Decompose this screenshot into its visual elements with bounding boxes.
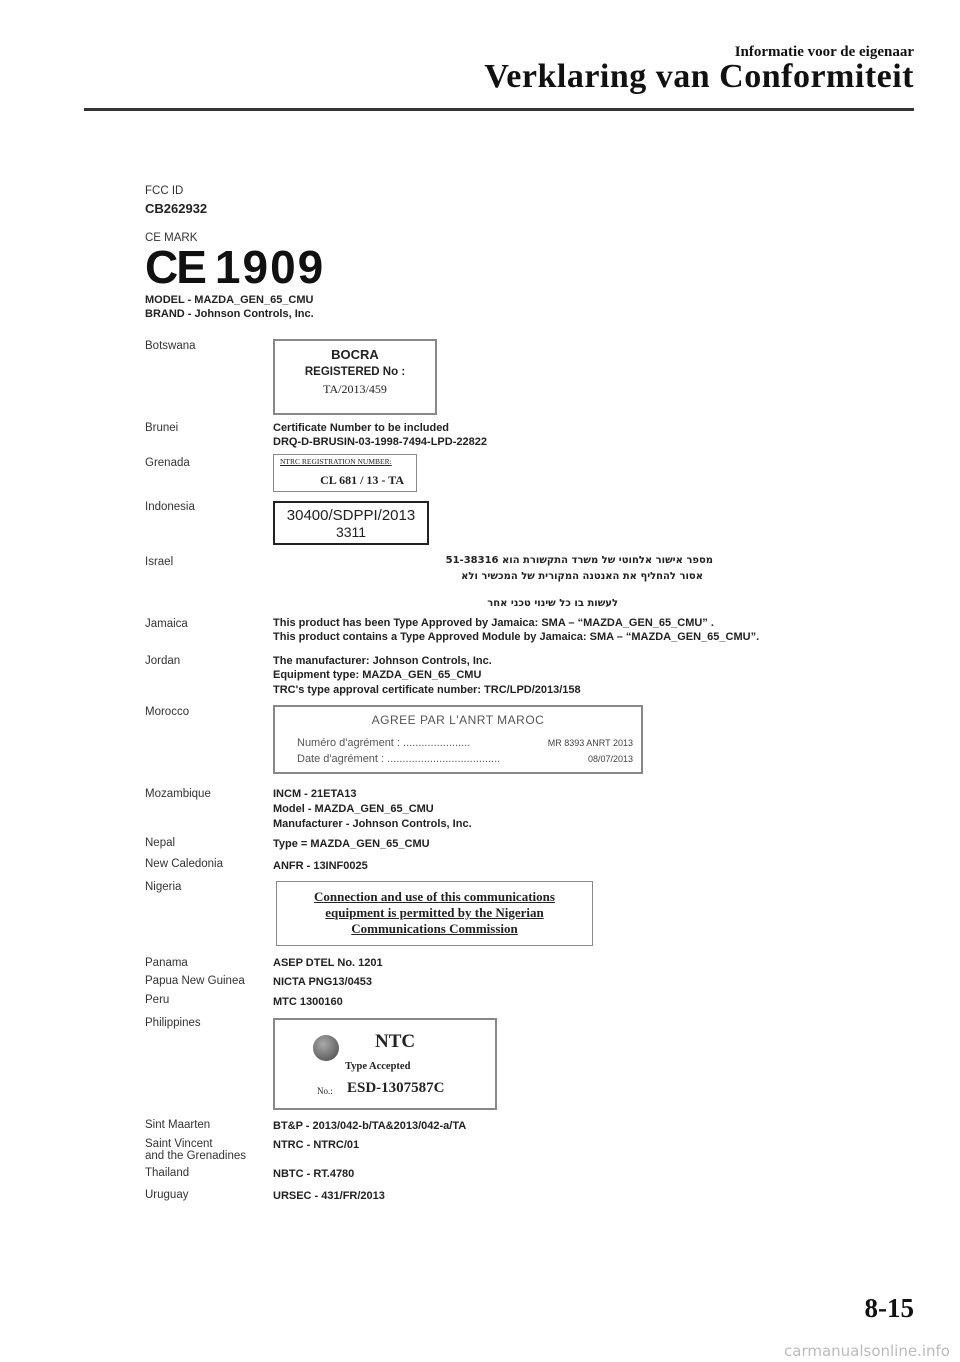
nigeria-stamp-line1: Connection and use of this communications xyxy=(314,889,555,904)
png-line1: NICTA PNG13/0453 xyxy=(273,976,373,988)
brunei-line2: DRQ-D-BRUSIN-03-1998-7494-LPD-22822 xyxy=(273,436,487,448)
label-new-caledonia: New Caledonia xyxy=(145,858,223,870)
botswana-stamp xyxy=(273,339,437,415)
indonesia-stamp-line1: 30400/SDPPI/2013 xyxy=(286,507,416,524)
nigeria-stamp-line3: Communications Commission xyxy=(351,921,518,936)
label-thailand: Thailand xyxy=(145,1167,190,1179)
model-line: MODEL - MAZDA_GEN_65_CMU xyxy=(145,294,314,306)
label-brunei: Brunei xyxy=(145,422,179,434)
label-morocco: Morocco xyxy=(145,706,190,718)
morocco-date-value: 08/07/2013 xyxy=(587,754,633,764)
morocco-number-value: MR 8393 ANRT 2013 xyxy=(547,738,633,748)
page-title: Verklaring van Conformiteit xyxy=(484,58,914,95)
label-saint-vincent xyxy=(145,1138,246,1162)
nepal-line1: Type = MAZDA_GEN_65_CMU xyxy=(273,838,430,850)
indonesia-stamp xyxy=(273,501,429,545)
jordan-line2: Equipment type: MAZDA_GEN_65_CMU xyxy=(273,669,482,681)
page-number: 8-15 xyxy=(864,1293,914,1323)
fcc-value: CB262932 xyxy=(145,201,208,216)
uruguay-line1: URSEC - 431/FR/2013 xyxy=(273,1190,385,1202)
label-peru: Peru xyxy=(145,994,170,1006)
grenada-stamp xyxy=(273,454,417,492)
botswana-stamp-title: BOCRA xyxy=(331,347,379,362)
israel-line3: לעשות בו כל שינוי טכני אחר xyxy=(487,598,618,609)
ce-mark-logo xyxy=(145,240,325,294)
label-israel: Israel xyxy=(145,556,174,568)
israel-line2: אסור להחליף את האנטנה המקורית של המכשיר ולא xyxy=(461,571,703,582)
jamaica-line1: This product has been Type Approved by Jamaica: SMA – “MAZDA_GEN_65_CMU” . xyxy=(273,617,714,629)
jamaica-line2: This product contains a Type Approved Module by Jamaica: SMA – “MAZDA_GEN_65_CMU”. xyxy=(273,631,760,643)
morocco-date-label: Date d'agrément : ..................................... xyxy=(297,753,501,765)
label-nigeria: Nigeria xyxy=(145,881,182,893)
ce-number: 1909 xyxy=(214,241,326,293)
thailand-line1: NBTC - RT.4780 xyxy=(273,1168,355,1180)
jordan-line1: The manufacturer: Johnson Controls, Inc. xyxy=(273,655,492,667)
jordan-line3: TRC's type approval certificate number: TRC/LPD/2013/158 xyxy=(273,684,581,696)
morocco-stamp xyxy=(273,705,643,774)
philippines-stamp-no-label: No.: xyxy=(317,1086,333,1096)
label-indonesia: Indonesia xyxy=(145,501,195,513)
philippines-stamp-title: NTC xyxy=(375,1031,416,1052)
ce-symbol: CE xyxy=(145,241,205,293)
philippines-stamp xyxy=(273,1018,497,1110)
fcc-label: FCC ID xyxy=(145,185,184,197)
label-papua-new-guinea: Papua New Guinea xyxy=(145,975,245,987)
saint-vincent-label-2: and the Grenadines xyxy=(145,1150,247,1162)
section-subtitle: Informatie voor de eigenaar xyxy=(734,44,914,60)
grenada-stamp-head: NTRC REGISTRATION NUMBER: xyxy=(280,457,392,466)
philippines-stamp-sub: Type Accepted xyxy=(345,1061,411,1072)
nigeria-stamp xyxy=(276,881,593,946)
botswana-stamp-label: REGISTERED No : xyxy=(304,366,406,378)
brunei-line1: Certificate Number to be included xyxy=(273,422,450,434)
mozambique-line3: Manufacturer - Johnson Controls, Inc. xyxy=(273,818,472,830)
label-grenada: Grenada xyxy=(145,457,190,469)
indonesia-stamp-line2: 3311 xyxy=(335,524,367,540)
new-caledonia-line1: ANFR - 13INF0025 xyxy=(273,860,368,872)
header-divider xyxy=(84,108,914,111)
mozambique-line2: Model - MAZDA_GEN_65_CMU xyxy=(273,803,434,815)
label-mozambique: Mozambique xyxy=(145,788,211,800)
ntc-seal-icon xyxy=(313,1035,339,1061)
brand-line: BRAND - Johnson Controls, Inc. xyxy=(145,308,314,320)
saint-vincent-line1: NTRC - NTRC/01 xyxy=(273,1139,360,1151)
morocco-number-label: Numéro d'agrément : ...................... xyxy=(297,737,471,749)
label-nepal: Nepal xyxy=(145,837,176,849)
philippines-stamp-value: ESD-1307587C xyxy=(347,1080,445,1096)
nigeria-stamp-line2: equipment is permitted by the Nigerian xyxy=(325,905,544,920)
saint-vincent-label-1: Saint Vincent xyxy=(145,1138,213,1150)
peru-line1: MTC 1300160 xyxy=(273,996,343,1008)
watermark: carmanualsonline.info xyxy=(784,1342,950,1360)
grenada-stamp-value: CL 681 / 13 - TA xyxy=(320,473,404,487)
label-panama: Panama xyxy=(145,957,188,969)
label-jordan: Jordan xyxy=(145,655,181,667)
panama-line1: ASEP DTEL No. 1201 xyxy=(273,957,383,969)
ce-label: CE MARK xyxy=(145,232,198,244)
morocco-stamp-title: AGREE PAR L'ANRT MAROC xyxy=(371,713,545,727)
label-botswana: Botswana xyxy=(145,340,196,352)
botswana-stamp-number: TA/2013/459 xyxy=(323,382,387,396)
label-jamaica: Jamaica xyxy=(145,618,188,630)
mozambique-line1: INCM - 21ETA13 xyxy=(273,788,357,800)
israel-line1: מספר אישור אלחוטי של משרד התקשורת הוא 51-38316 xyxy=(445,555,713,566)
sint-maarten-line1: BT&P - 2013/042-b/TA&2013/042-a/TA xyxy=(273,1120,467,1132)
label-sint-maarten: Sint Maarten xyxy=(145,1119,211,1131)
scanned-certificate xyxy=(128,165,828,1215)
label-philippines: Philippines xyxy=(145,1017,201,1029)
label-uruguay: Uruguay xyxy=(145,1189,189,1201)
